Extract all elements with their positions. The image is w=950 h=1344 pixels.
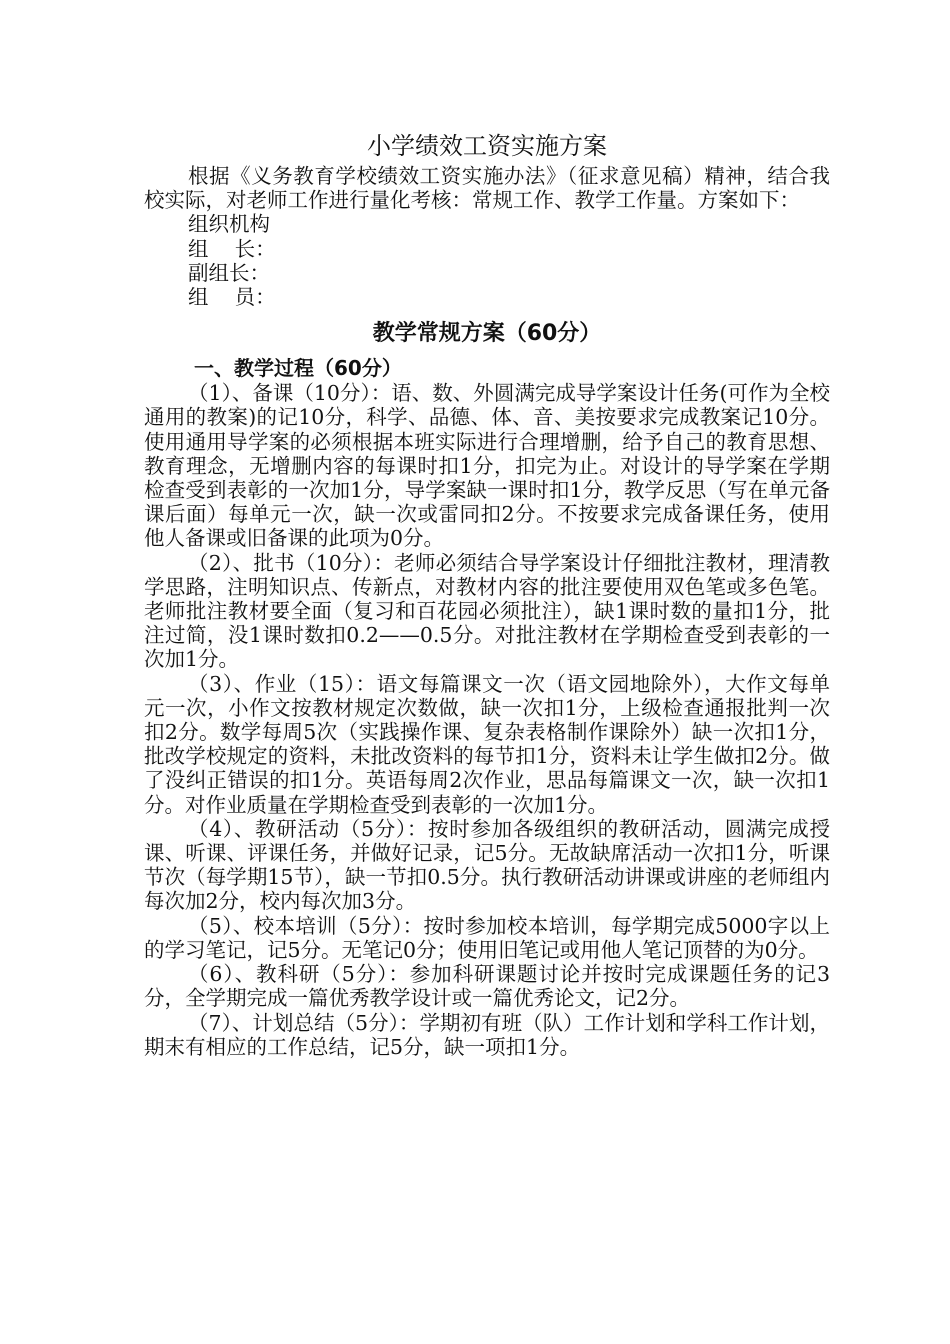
item-paragraph: （1）、备课（10分）：语、数、外圆满完成导学案设计任务(可作为全校通用的教案)的记10分，科学、品德、体、音、美按要求完成教案记10分。使用通用导学案的必须根据本班实际进行合理增删，给予自己的教育思想、教育理念，无增删内容的每课时扣1分，扣完为止。对设计的导学案在学期检查受到表彰的一次加1分，导学案缺一课时扣1分，教学反思（写在单元备课后面）每单元一次，缺一次或雷同扣2分。不按要求完成备课任务，使用他人备课或旧备课的此项为0分。	[144, 381, 830, 551]
document-page	[144, 128, 830, 1059]
item-paragraph: （2）、批书（10分）：老师必须结合导学案设计仔细批注教材，理清教学思路，注明知识点、传新点，对教材内容的批注要使用双色笔或多色笔。老师批注教材要全面（复习和百花园必须批注），缺1课时数的量扣1分，批注过简，没1课时数扣0.2——0.5分。对批注教材在学期检查受到表彰的一次加1分。	[144, 550, 830, 672]
item-paragraph: （5）、校本培训（5分）：按时参加校本培训，每学期完成5000字以上的学习笔记，记5分。无笔记0分；使用旧笔记或用他人笔记顶替的为0分。	[144, 913, 830, 962]
subsection-title: 一、教学过程（60分）	[194, 356, 402, 381]
intro-paragraph: 根据《义务教育学校绩效工资实施办法》（征求意见稿）精神，结合我校实际，对老师工作进行量化考核：常规工作、教学工作量。方案如下：	[144, 164, 830, 213]
organization-leader: 组 长：	[188, 236, 276, 261]
items-list	[144, 381, 830, 1059]
organization-members: 组 员：	[188, 285, 276, 310]
organization-heading: 组织机构	[188, 212, 270, 237]
item-paragraph: （6）、教科研（5分）：参加科研课题讨论并按时完成课题任务的记3分，全学期完成一篇优秀教学设计或一篇优秀论文，记2分。	[144, 962, 830, 1011]
document-title: 小学绩效工资实施方案	[367, 132, 607, 160]
item-paragraph: （4）、教研活动（5分）：按时参加各级组织的教研活动，圆满完成授课、听课、评课任务，并做好记录，记5分。无故缺席活动一次扣1分，听课节次（每学期15节），缺一节扣0.5分。执行教研活动讲课或讲座的老师组内每次加2分，校内每次加3分。	[144, 816, 830, 914]
organization-block	[144, 212, 830, 309]
organization-vice-leader: 副组长：	[188, 260, 270, 285]
item-paragraph: （3）、作业（15）：语文每篇课文一次（语文园地除外），大作文每单元一次，小作文按教材规定次数做，缺一次扣1分，上级检查通报批判一次扣2分。数学每周5次（实践操作课、复杂表格制作课除外）缺一次扣1分，批改学校规定的资料，未批改资料的每节扣1分，资料未让学生做扣2分。做了没纠正错误的扣1分。英语每周2次作业，思品每篇课文一次，缺一次扣1分。对作业质量在学期检查受到表彰的一次加1分。	[144, 671, 830, 817]
item-paragraph: （7）、计划总结（5分）：学期初有班（队）工作计划和学科工作计划，期末有相应的工作总结，记5分，缺一项扣1分。	[144, 1010, 830, 1059]
section-title: 教学常规方案（60分）	[372, 321, 602, 347]
